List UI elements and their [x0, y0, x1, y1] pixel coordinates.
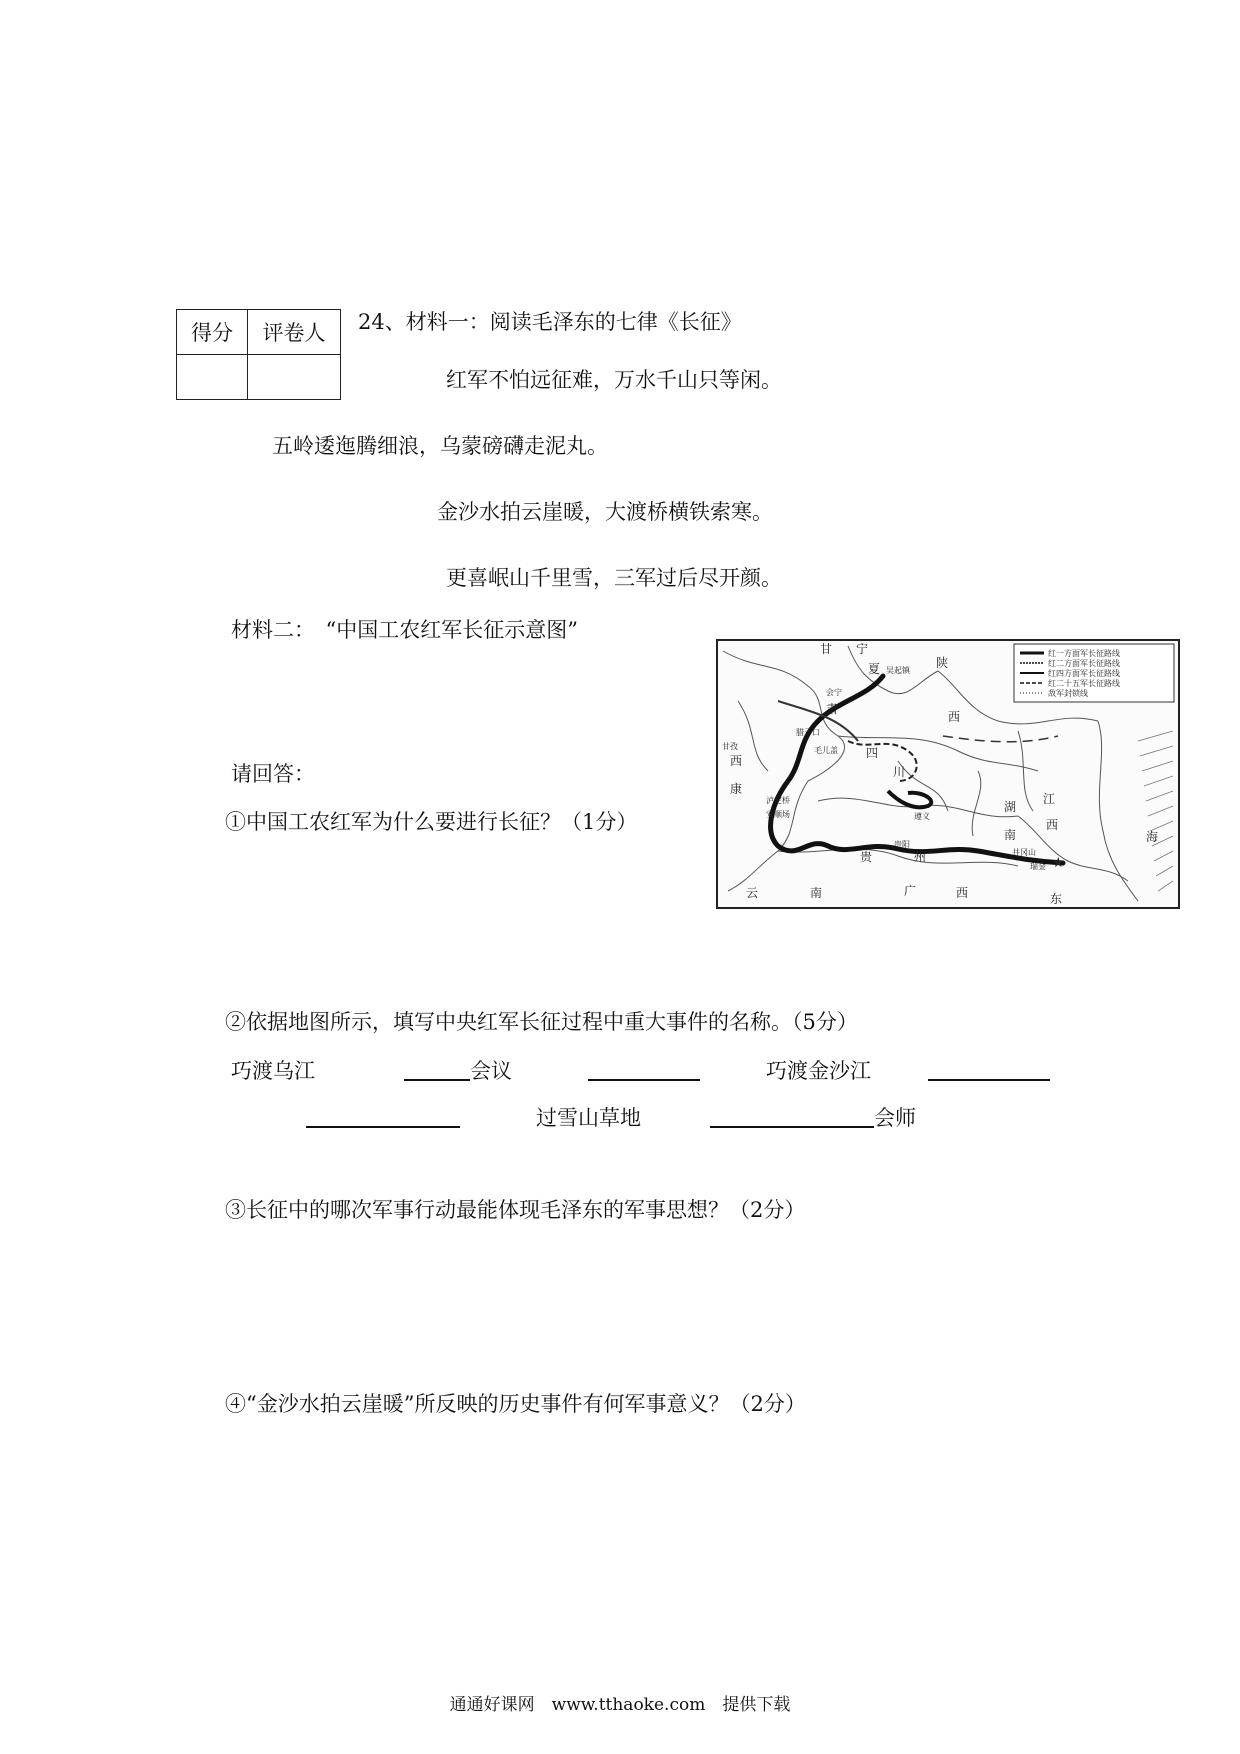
question-2: ②依据地图所示，填写中央红军长征过程中重大事件的名称。（5分）	[225, 1010, 858, 1034]
region-si: 四	[866, 746, 879, 760]
place-jinggangshan: 井冈山	[1012, 848, 1036, 857]
region-yun: 云	[746, 886, 759, 900]
legend-1: 红一方面军长征路线	[1048, 649, 1120, 658]
legend-4: 红二十五军长征路线	[1048, 679, 1120, 688]
region-su: 肃	[826, 702, 839, 716]
q2-item-rendezvous: 会师	[874, 1106, 916, 1130]
q2-item-jinsha: 巧渡金沙江	[766, 1059, 871, 1083]
legend-2: 红二方面军长征路线	[1048, 659, 1120, 668]
legend-3: 红四方面军长征路线	[1048, 669, 1120, 678]
poem-line-3: 金沙水拍云崖暖，大渡桥横铁索寒。	[437, 500, 773, 524]
q2-blank-5[interactable]	[710, 1104, 874, 1128]
score-table	[176, 309, 341, 400]
q2-blank-2[interactable]	[588, 1057, 700, 1081]
place-lazikou: 腊子口	[796, 728, 820, 737]
place-ruijin: 瑞金	[1030, 862, 1046, 871]
q2-item-wujiang: 巧渡乌江	[231, 1059, 315, 1083]
map-svg	[718, 641, 1178, 907]
region-hai: 海	[1146, 830, 1159, 844]
region-xi-1: 西	[948, 710, 961, 724]
region-xi-2: 西	[1046, 818, 1059, 832]
place-luding: 泸定桥	[766, 796, 790, 805]
region-kang: 康	[730, 782, 743, 796]
region-ning: 宁	[856, 642, 869, 656]
region-dong: 东	[1050, 892, 1063, 906]
place-huining: 会宁	[826, 688, 842, 697]
question-title: 24、材料一：阅读毛泽东的七律《长征》	[358, 310, 742, 334]
please-answer: 请回答：	[231, 762, 315, 786]
region-zhou: 州	[914, 850, 927, 864]
score-cell[interactable]	[177, 355, 248, 400]
region-xi-3: 西	[956, 886, 969, 900]
legend-5: 敌军封锁线	[1048, 689, 1088, 698]
question-1: ①中国工农红军为什么要进行长征？（1分）	[225, 810, 638, 834]
region-gui: 贵	[860, 850, 873, 864]
place-maoergai: 毛儿盖	[814, 746, 838, 755]
region-shaan: 陕	[936, 656, 949, 670]
q2-blank-3[interactable]	[928, 1057, 1050, 1081]
place-zunyi: 遵义	[914, 812, 930, 821]
material-two-label: 材料二： “中国工农红军长征示意图”	[231, 618, 578, 642]
region-xia: 夏	[868, 662, 881, 676]
grader-label: 评卷人	[248, 310, 341, 355]
place-guiyang: 贵阳	[894, 840, 910, 849]
poem-line-4: 更喜岷山千里雪，三军过后尽开颜。	[446, 566, 782, 590]
place-anshunchang: 安顺场	[766, 810, 790, 819]
question-4: ④“金沙水拍云崖暖”所反映的历史事件有何军事意义？（2分）	[225, 1392, 806, 1416]
region-gan: 甘	[820, 642, 833, 656]
region-jiang: 江	[1043, 792, 1056, 806]
region-chuan: 川	[893, 765, 906, 779]
place-ganzi: 甘孜	[722, 742, 738, 751]
score-label: 得分	[177, 310, 248, 355]
q2-blank-4[interactable]	[306, 1104, 460, 1128]
long-march-map	[716, 639, 1180, 909]
poem-line-1: 红军不怕远征难，万水千山只等闲。	[446, 368, 782, 392]
poem-line-2: 五岭逶迤腾细浪，乌蒙磅礴走泥丸。	[272, 434, 608, 458]
footer-source: 通通好课网 www.tthaoke.com 提供下载	[449, 1695, 791, 1715]
region-nan-2: 南	[810, 886, 823, 900]
region-hu: 湖	[1004, 800, 1017, 814]
region-nan-1: 南	[1004, 828, 1017, 842]
place-wuqi: 吴起镇	[886, 666, 910, 675]
svg-text:★: ★	[1052, 855, 1065, 871]
q2-item-meeting: 会议	[470, 1059, 512, 1083]
region-guang: 广	[904, 884, 917, 898]
question-3: ③长征中的哪次军事行动最能体现毛泽东的军事思想？（2分）	[225, 1198, 806, 1222]
region-xi-4: 西	[730, 754, 743, 768]
q2-blank-1[interactable]	[404, 1057, 470, 1081]
grader-cell[interactable]	[248, 355, 341, 400]
q2-item-snow-grass: 过雪山草地	[536, 1106, 641, 1130]
